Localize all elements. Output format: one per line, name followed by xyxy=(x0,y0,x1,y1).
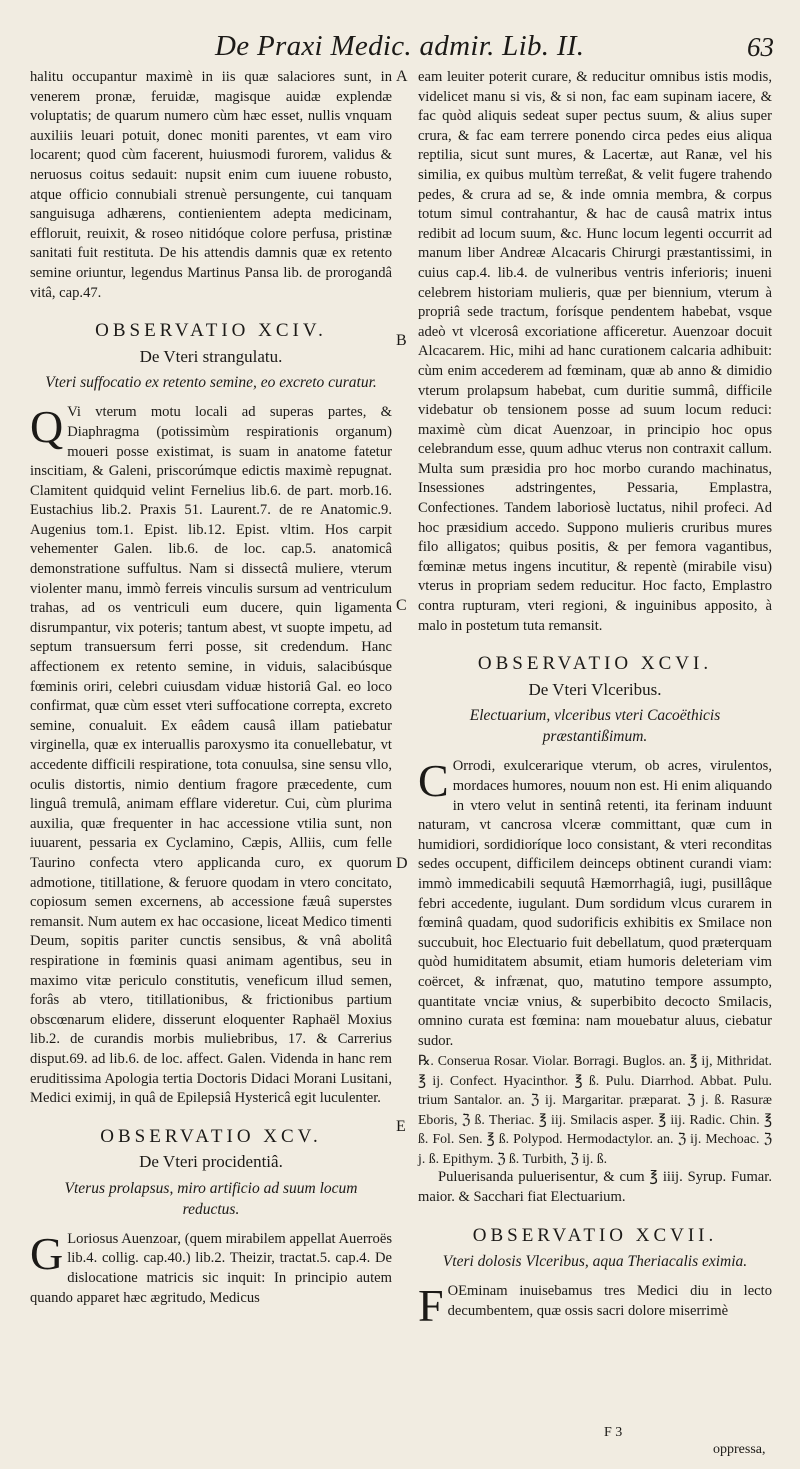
margin-letter-b: B xyxy=(396,332,407,349)
observation-94-text: Vi vterum motu locali ad superas partes, & Diaphragma (potissimùm respirationis organum) moueri posse existimat, is suam in anatome fatetur inscitiam, & Galeni, priscorúmque edictis maximè repugnat. Clamitent quidquid velint Fernelius lib.6. de part. morb.16. Eustachius lib.2. Praxis 51. Laurent.7. de re Anatomic.9. Augenius tom.1. Epist. lib.12. Epist. vltim. Hos carpit vehementer Galen. lib.6. de loc. cap.5. anatomicâ demonstratione suffultus. Nam si dissectâ muliere, vterum violenter manu, immò ferreis vinculis sursum ad ventriculum trahas, ad os ventriculi eum ducere, quin ligamenta disrumpantur, vix poteris; tantum abest, vt suopte impetu, ad septum transuersum ferri posse, sit credendum. Hanc affectionem ex retento semine, in viduis, salacibúsque fœminis oriri, celebri cuiusdam viduæ historiâ Gal. eo loco confirmat, quæ cùm esset vteri suffocatione correpta, excreto semine, conualuit. Ex eâdem causâ illam patiebatur virginella, quæ ex interuallis paroxysmo ita conuellebatur, vt accedente difficili respiratione, tota conuulsa, sine sensu vllo, oculis distortis, nimio dentium fragore præcedente, cum linguâ tremulâ, animam efflare videretur. Cui, cùm plurima auxilia, quæ frequenter in hac accessione vtilia sunt, non iuuarent, pessaria ex Cyclamino, Cæpis, Alliis, cum felle Taurino confecta vtero applicanda curo, ex quorum admotione, titillatione, & feruore quodam in vtero concitato, copiosum semen excernens, ab accessione fæuâ superstes remansit. Num autem ex hac occasione, liceat Medico timenti Deum, sopitis pariter cunctis sensibus, & vnâ abolitâ respiratione in fœminis quasi animam agentibus, seu in maximo vitæ periculo constitutis, veneficum illud semen, forâs ab vtero, titillationibus, & frictionibus partium obscœnarum elidere, disserunt eloquenter Raphaël Moxius lib.2. de curandis morbis muliebribus, 17. & Carrerius disput.69. ad lib.6. de loc. affect. Galen. Videnda in hanc rem eruditissima Apologia tertia Doctoris Didaci Morani Lusitani, Medici eximij, in quâ de Epilepsiâ Hystericâ egit luculenter. xyxy=(30,404,392,1107)
observation-94-heading: OBSERVATIO XCIV. xyxy=(95,320,327,342)
continuation-paragraph: eam leuiter poterit curare, & reducitur omnibus istis modis, videlicet manu si vis, & si non, fac eam supinam iacere, & fac quòd aliquis sedeat super pectus suum, & alius super crura, & fac eam terrere ponendo circa pedes eius aliqua reptilia, sicut sunt mures, & Lacertæ, aut Ranæ, vel his similia, ex quibus multùm terreßat, & velit fugere trahendo pedes, & crura ad se, & inde omnia membra, & corpus totum simul contrahantur, & hac de causâ matrix intus redibit ad locum suum, &c. Hunc locum legenti occurrit ad manum liber Andreæ Alcacaris Chirurgi præstantissimi, in cuius cap.4. lib.4. de vulneribus ventris inferioris; inueni celebrem historiam mulieris, quæ per biennium, vterum à propriâ sede tractum, forísque pendentem habebat, vsque adeò vt vlcerosâ excoriatione afficeretur. Auenzoar docuit Alcacarem. Hic, mihi ad hanc curationem calcaria adhibuit: cùm enim accederem ad fœminam, quæ ab anno & dimidio vterum prolapsum habebat, cum duritie summâ, difficile videbatur ob tensionem posse ad suum locum reduci: maximè cùm dicat Auenzoar, in principio hoc opus celebrandum esse, quum adhuc vterus non contraxit callum. Multa sum præsidia pro hoc morbo curando machinatus, Insessiones adstringentes, Pessaria, Emplastra, Confectiones. Tandem laboriosè luctatus, nihil profeci. Ad hoc præsidium accedo. Suppono mulieris cruribus mures filo alligatos; quibus positis, & per femora vagantibus, fœminæ metus ingens incutitur, & repentè (mirabile visu) vterus in propriam sedem reducitur. Hoc facto, Emplastro contra rupturam, vteri regioni, & inguinibus apposito, à malo in postetum tuta remansit. xyxy=(418,69,772,634)
recipe-paragraph: ℞. Conserua Rosar. Violar. Borragi. Buglos. an. ℥ ij, Mithridat. ℥ ij. Confect. Hyacinthor. ℥ ß. Pulu. Diarrhod. Abbat. Pulu. trium Santalor. an. ℨ ij. Margaritar. præparat. ℨ j. ß. Rasuræ Eboris, ℨ ß. Theriac. ℥ iij. Smilacis asper. ℥ iij. Radic. Chin. ℥ ß. Fol. Sen. ℥ ß. Polypod. Hermodactylor. an. ℨ ij. Mechoac. ℨ j. ß. Epithym. ℨ ß. Turbith, ℨ ij. ß. xyxy=(418,1053,772,1166)
recipe-closing: Puluerisanda puluerisentur, & cum ℥ iiij. Syrup. Fumar. maior. & Sacchari fiat Electuarium. xyxy=(418,1169,772,1205)
observation-95-subheading: De Vteri procidentiâ. xyxy=(139,1152,283,1172)
intro-paragraph: halitu occupantur maximè in iis quæ salaciores sunt, in venerem pronæ, feruidæ, magisque auidæ explendæ voluptatis; de quarum numero cùm hæc esset, nullis vnquam auxiliis leuari potuit, donec moniti parentes, vt eam viro locarent; quod cùm facerent, huiusmodi furorem, validus & neruosus coitus sedauit: nupsit enim cum iuuene robusto, atque officio connubiali strenuè persungente, cui tanquam sanguisuga adhærens, contienientem adepta medicinam, effloruit, reuixit, & roseo nitidóque colore perfusa, pristinæ sanitati fuit restituta. De his attendis damnis quæ ex retento semine oriuntur, legendus Martinus Pansa lib. de prorogandâ vitâ, cap.47. xyxy=(30,69,392,301)
observation-97-text: OEminam inuisebamus tres Medici diu in lecto decumbentem, quæ ossis sacri dolore miserrimè xyxy=(447,1283,772,1319)
right-column xyxy=(418,68,772,1332)
dropcap-c: C xyxy=(418,755,449,807)
dropcap-f: F xyxy=(418,1280,444,1332)
observation-96-subheading: De Vteri Vlceribus. xyxy=(528,679,662,699)
observation-95-body xyxy=(30,1227,392,1308)
observation-95-heading: OBSERVATIO XCV. xyxy=(100,1125,322,1147)
observation-96-text: Orrodi, exulcerarique vterum, ob acres, virulentos, mordaces humores, nouum non est. Hi enim aliquando in vtero velut in sentinâ retenti, ita ferinam induunt naturam, vt cancrosa vlceræ committant, quæ cum in humidiori, sordidioríque loco consistant, & vteri reconditas sedes occupent, difficilem deinceps obtinent curandi viam: immò immedicabili sequutâ Hæmorrhagiâ, iugi, pusillâque febri accedente, iugulant. Dum sordidum vlcus curarem in fœminâ quadam, quod sudorificis exhibitis ex Smilace non succubuit, hoc Electuario fuit debellatum, quod præterquam quòd humiditatem absumit, etiam humoris deleteriam vim coërcet, & infrænat, quo, matutino tempore assumpto, quantitate vnciæ vnius, & superbibito decocto Smilacis, omnino curata est fœmina: nam mouebatur aluus, ciebatur sudor. xyxy=(418,758,772,1049)
observation-97-heading: OBSERVATIO XCVII. xyxy=(472,1224,718,1246)
left-column xyxy=(30,68,392,1308)
margin-letter-c: C xyxy=(396,597,407,614)
observation-97-summary: Vteri dolosis Vlceribus, aqua Theriacalis eximia. xyxy=(442,1253,748,1271)
margin-letter-a: A xyxy=(396,68,408,85)
observation-95-summary: Vterus prolapsus, miro artificio ad suum locum reductus. xyxy=(64,1179,358,1218)
observation-96-summary: Electuarium, vlceribus vteri Cacoëthicis præstantißimum. xyxy=(469,707,721,746)
observation-95-text: Loriosus Auenzoar, (quem mirabilem appellat Auerroës lib.4. collig. cap.40.) lib.2. Theizir, tractat.5. cap.4. De dislocatione matricis sic inquit: In principio autem quando apparet hæc ægritudo, Medicus xyxy=(30,1230,392,1306)
observation-94-summary: Vteri suffocatio ex retento semine, eo excreto curatur. xyxy=(45,374,377,392)
running-title: De Praxi Medic. admir. Lib. II. xyxy=(215,30,585,62)
observation-96-body xyxy=(418,757,772,1051)
running-head xyxy=(0,30,800,70)
observation-96-heading: OBSERVATIO XCVI. xyxy=(477,653,713,675)
page-number: 63 xyxy=(747,32,774,62)
dropcap-g: G xyxy=(30,1227,64,1279)
catchword: oppressa, xyxy=(713,1442,766,1457)
observation-97-body xyxy=(418,1280,772,1332)
observation-94-subheading: De Vteri strangulatu. xyxy=(139,346,283,366)
dropcap-q: Q xyxy=(30,401,64,453)
observation-94-body xyxy=(30,403,392,1108)
margin-letter-e: E xyxy=(396,1118,406,1135)
signature-mark: F 3 xyxy=(604,1425,623,1440)
margin-letter-d: D xyxy=(396,855,408,872)
